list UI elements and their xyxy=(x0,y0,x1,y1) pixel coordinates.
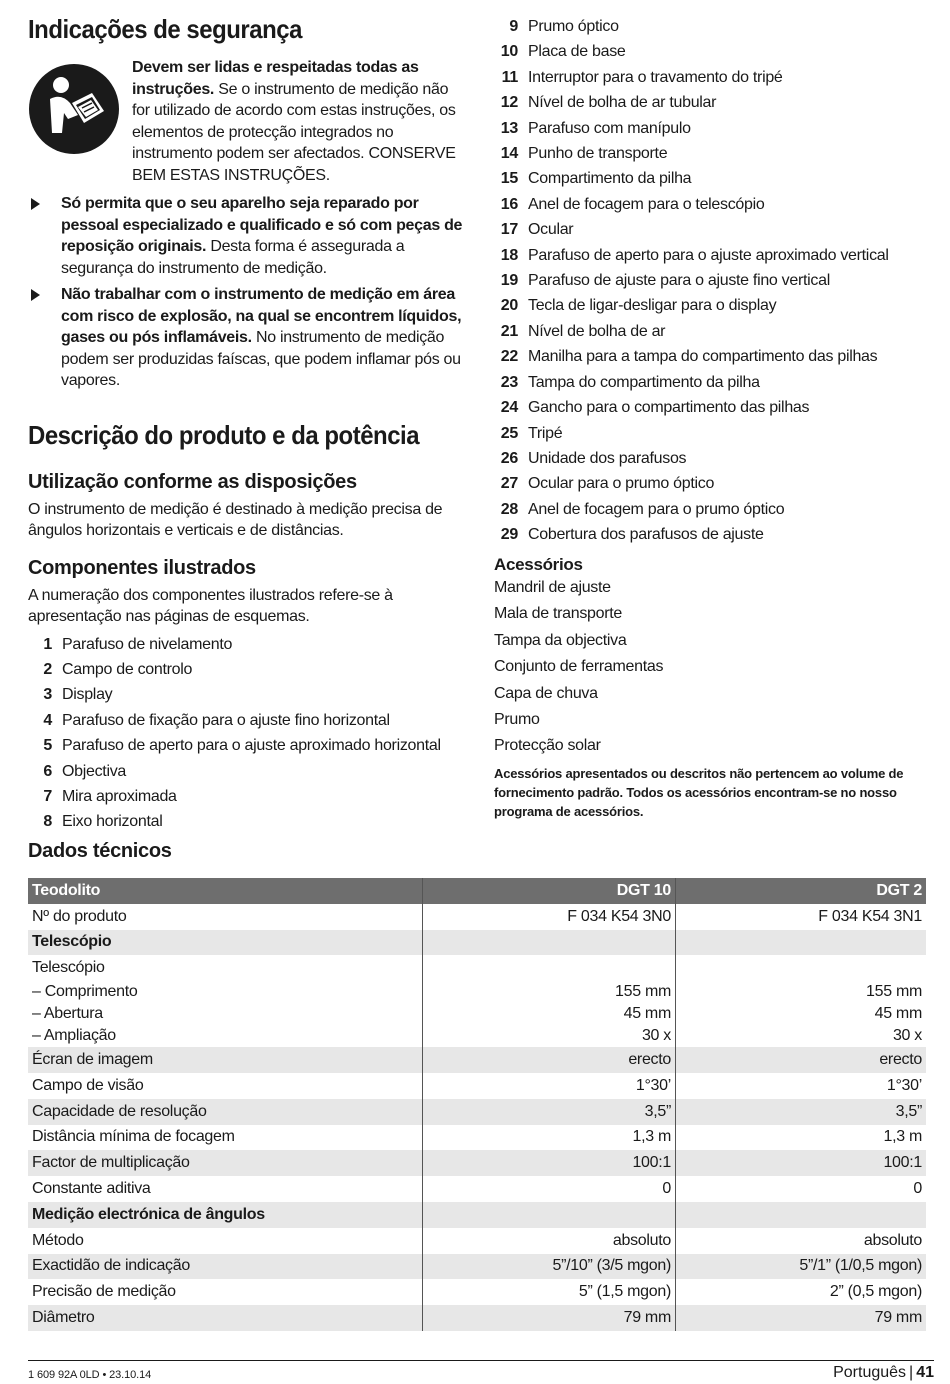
list-item: 7 Mira aproximada xyxy=(43,787,177,805)
table-row xyxy=(28,1125,926,1151)
components-list-left xyxy=(28,632,470,835)
list-item: 13 Parafuso com manípulo xyxy=(500,119,691,137)
list-item: Capa de chuva xyxy=(494,684,598,702)
table-cell: Diâmetro xyxy=(28,1305,423,1331)
table-row xyxy=(28,1254,926,1280)
list-item: Tampa da objectiva xyxy=(494,631,627,649)
list-item: 8 Eixo horizontal xyxy=(43,813,163,831)
safety-intro-body: Se o instrumento de medição não for utilizado de acordo com estas instruções, os elementos de protecção integrados no instrumento podem ser afectados. CONSERVE BEM ESTAS INSTRUÇÕES. xyxy=(132,80,456,184)
footer-language: Português xyxy=(833,1364,907,1381)
safety-intro xyxy=(28,57,470,186)
table-cell: Precisão de medição xyxy=(32,1283,176,1301)
accessories-note: Acessórios apresentados ou descritos não pertencem ao volume de fornecimento padrão. Todos os acessórios encontram-se no nosso programa de acessórios. xyxy=(494,765,904,819)
table-cell xyxy=(423,955,676,981)
list-item: 20 Tecla de ligar-desligar para o display xyxy=(500,297,777,315)
list-item: 19 Parafuso de ajuste para o ajuste fino vertical xyxy=(500,272,830,290)
list-item: 6 Objectiva xyxy=(43,762,126,780)
table-cell: – Comprimento – Abertura – Ampliação xyxy=(32,983,138,1045)
table-cell: erecto xyxy=(676,1047,927,1073)
table-cell: 155 mm 45 mm 30 x xyxy=(676,981,927,1047)
table-cell: 0 xyxy=(676,1176,927,1202)
table-cell: 1°30’ xyxy=(423,1073,676,1099)
table-cell: Nº do produto xyxy=(32,907,127,925)
safety-intro-bold: Devem ser lidas e respeitadas todas as instruções. xyxy=(132,59,419,98)
list-item: 2 Campo de controlo xyxy=(43,660,193,678)
list-item: 27 Ocular para o prumo óptico xyxy=(500,475,715,493)
list-item: 10 Placa de base xyxy=(500,43,626,61)
usage-text: O instrumento de medição é destinado à medição precisa de ângulos horizontais e verticais e de distâncias. xyxy=(28,500,443,539)
table-cell: 79 mm xyxy=(676,1305,927,1331)
safety-bullet-bold: Não trabalhar com o instrumento de medição em área com risco de explosão, na qual se encontrem líquidos, gases ou pós inflamáveis. xyxy=(61,286,462,346)
list-item: Prumo xyxy=(494,711,540,729)
table-header-cell: DGT 2 xyxy=(676,878,927,904)
table-cell: erecto xyxy=(423,1047,676,1073)
list-item: 3 Display xyxy=(43,686,113,704)
list-item: Mala de transporte xyxy=(494,605,623,623)
list-item: Protecção solar xyxy=(494,737,601,755)
list-item: 26 Unidade dos parafusos xyxy=(500,449,687,467)
list-item: 9 Prumo óptico xyxy=(509,18,619,35)
list-item: 1 Parafuso de nivelamento xyxy=(43,635,233,653)
list-item: 28 Anel de focagem para o prumo óptico xyxy=(500,500,785,518)
list-item: 4 Parafuso de fixação para o ajuste fino horizontal xyxy=(43,711,390,729)
table-cell: 5”/1” (1/0,5 mgon) xyxy=(676,1254,927,1280)
table-cell: Campo de visão xyxy=(32,1076,144,1094)
table-cell: F 034 K54 3N1 xyxy=(676,904,927,930)
safety-bullet-text: Desta forma é assegurada a segurança do instrumento de medição. xyxy=(61,238,405,277)
footer-page-info xyxy=(833,1364,934,1382)
table-cell: 1,3 m xyxy=(423,1125,676,1151)
table-cell: 100:1 xyxy=(423,1150,676,1176)
list-item: 11 Interruptor para o travamento do tripé xyxy=(501,68,783,86)
table-cell: 5” (1,5 mgon) xyxy=(423,1279,676,1305)
read-manual-icon xyxy=(28,63,120,155)
table-header-cell: DGT 10 xyxy=(423,878,676,904)
safety-title: Indicações de segurança xyxy=(28,14,302,44)
usage-title: Utilização conforme as disposições xyxy=(28,470,357,493)
footer-divider xyxy=(28,1360,934,1361)
table-header-row xyxy=(28,878,926,904)
table-cell: Factor de multiplicação xyxy=(28,1150,423,1176)
footer-code: 1 609 92A 0LD • 23.10.14 xyxy=(28,1369,152,1381)
list-item: Conjunto de ferramentas xyxy=(494,658,664,676)
accessories-list xyxy=(494,575,934,760)
table-row xyxy=(28,981,926,1047)
table-row xyxy=(28,955,926,981)
table-cell: 1,3 m xyxy=(676,1125,927,1151)
bullet-triangle-icon xyxy=(31,198,49,210)
list-item: 29 Cobertura dos parafusos de ajuste xyxy=(500,526,764,544)
list-item: 22 Manilha para a tampa do compartimento das pilhas xyxy=(500,348,878,366)
table-cell xyxy=(676,1202,927,1228)
table-cell: Écran de imagem xyxy=(28,1047,423,1073)
table-row xyxy=(28,1099,926,1125)
list-item: 5 Parafuso de aperto para o ajuste aproximado horizontal xyxy=(43,737,441,755)
table-row xyxy=(28,904,926,930)
table-cell: Método xyxy=(32,1231,84,1249)
components-title: Componentes ilustrados xyxy=(28,556,256,579)
safety-bullet xyxy=(28,193,470,279)
table-row xyxy=(28,1305,926,1331)
table-cell: 3,5” xyxy=(676,1099,927,1125)
table-cell xyxy=(676,930,927,956)
table-cell: 79 mm xyxy=(423,1305,676,1331)
table-section-row xyxy=(28,930,926,956)
table-row xyxy=(28,1150,926,1176)
list-item: 24 Gancho para o compartimento das pilhas xyxy=(500,399,810,417)
table-cell: Telescópio xyxy=(32,959,105,977)
table-cell: 100:1 xyxy=(676,1150,927,1176)
left-column xyxy=(28,14,470,835)
safety-bullet xyxy=(28,284,470,392)
table-cell xyxy=(423,1202,676,1228)
list-item: Mandril de ajuste xyxy=(494,579,611,597)
tech-table xyxy=(28,878,926,1331)
list-item: 25 Tripé xyxy=(500,424,563,442)
components-text: A numeração dos componentes ilustrados refere-se à apresentação nas páginas de esquemas. xyxy=(28,586,393,625)
table-cell: 2” (0,5 mgon) xyxy=(676,1279,927,1305)
table-cell: 155 mm 45 mm 30 x xyxy=(423,981,676,1047)
table-row xyxy=(28,1073,926,1099)
table-section-label: Medição electrónica de ângulos xyxy=(28,1202,423,1228)
safety-bullet-bold: Só permita que o seu aparelho seja reparado por pessoal especializado e qualificado e só com peças de reposição originais. xyxy=(61,195,463,255)
table-cell: F 034 K54 3N0 xyxy=(423,904,676,930)
table-row xyxy=(28,1176,926,1202)
table-cell: 0 xyxy=(423,1176,676,1202)
list-item: 18 Parafuso de aperto para o ajuste aproximado vertical xyxy=(500,246,889,264)
table-cell: 3,5” xyxy=(423,1099,676,1125)
table-cell: absoluto xyxy=(676,1228,927,1254)
list-item: 15 Compartimento da pilha xyxy=(500,170,692,188)
list-item: 14 Punho de transporte xyxy=(500,145,668,163)
list-item: 17 Ocular xyxy=(500,221,574,239)
table-section-row xyxy=(28,1202,926,1228)
safety-bullet-text: No instrumento de medição podem ser produzidas faíscas, que podem inflamar pós ou vapores. xyxy=(61,329,461,389)
list-item: 12 Nível de bolha de ar tubular xyxy=(500,94,717,112)
table-row xyxy=(28,1047,926,1073)
table-row xyxy=(28,1228,926,1254)
components-list-right xyxy=(494,14,934,548)
table-cell xyxy=(423,930,676,956)
table-cell: absoluto xyxy=(423,1228,676,1254)
table-header-cell: Teodolito xyxy=(28,878,423,904)
accessories-title: Acessórios xyxy=(494,554,583,574)
list-item: 21 Nível de bolha de ar xyxy=(500,322,666,340)
list-item: 16 Anel de focagem para o telescópio xyxy=(500,195,765,213)
table-cell: Distância mínima de focagem xyxy=(32,1128,235,1146)
table-cell xyxy=(676,955,927,981)
tech-title: Dados técnicos xyxy=(28,840,172,862)
table-cell: 1°30’ xyxy=(676,1073,927,1099)
bullet-triangle-icon xyxy=(31,289,49,301)
table-row xyxy=(28,1279,926,1305)
page-number: 41 xyxy=(916,1364,934,1381)
list-item: 23 Tampa do compartimento da pilha xyxy=(500,373,760,391)
table-cell: 5”/10” (3/5 mgon) xyxy=(423,1254,676,1280)
table-section-label: Telescópio xyxy=(28,930,423,956)
table-cell: Constante aditiva xyxy=(32,1180,151,1198)
table-cell: Exactidão de indicação xyxy=(28,1254,423,1280)
safety-intro-text xyxy=(132,57,470,186)
table-cell: Capacidade de resolução xyxy=(28,1099,423,1125)
product-title: Descrição do produto e da potência xyxy=(28,419,420,450)
footer-separator: | xyxy=(909,1364,914,1381)
right-column xyxy=(494,14,934,821)
